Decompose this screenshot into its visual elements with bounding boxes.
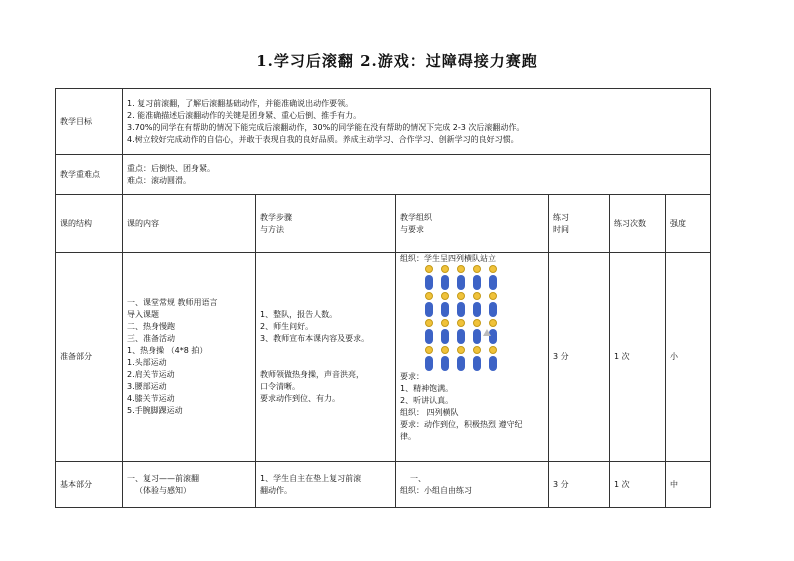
goals-row xyxy=(56,89,711,155)
teacher-icon xyxy=(483,329,491,336)
org-line: 律。 xyxy=(400,432,416,441)
student-icon xyxy=(489,265,497,273)
step-line: 1、学生自主在垫上复习前滚 xyxy=(260,473,362,483)
difficulty-text: 难点：滚动圆滑。 xyxy=(127,175,191,185)
content-line: 一、课堂常规 教师用语言 xyxy=(127,298,218,307)
prep-steps xyxy=(256,253,396,462)
mat-icon xyxy=(441,275,449,290)
prep-content xyxy=(123,253,256,462)
content-line: 三、准备活动 xyxy=(127,334,175,343)
student-icon xyxy=(457,265,465,273)
goal-line: 4.树立较好完成动作的自信心，并敢于表现自我的良好品质。养成主动学习、合作学习、创新学习的良好习惯。 xyxy=(127,134,519,144)
header-time-line: 时间 xyxy=(553,224,569,234)
goal-line: 2. 能准确描述后滚翻动作的关键是团身紧、重心后倒、推手有力。 xyxy=(127,110,362,120)
basic-org xyxy=(396,462,549,508)
goal-line: 1. 复习前滚翻，了解后滚翻基础动作，并能准确说出动作要领。 xyxy=(127,98,354,108)
header-org-line: 教学组织 xyxy=(400,212,432,222)
basic-steps xyxy=(256,462,396,508)
student-icon xyxy=(441,292,449,300)
goals-label: 教学目标 xyxy=(56,89,123,155)
prep-intensity: 小 xyxy=(666,253,711,462)
student-icon xyxy=(441,319,449,327)
student-icon xyxy=(425,319,433,327)
basic-count: 1 次 xyxy=(610,462,666,508)
org-line: 要求：动作到位，积极热烈 遵守纪 xyxy=(400,420,523,429)
content-line: 2.肩关节运动 xyxy=(127,370,175,379)
formation-diagram xyxy=(425,265,505,375)
header-count: 练习次数 xyxy=(610,195,666,253)
mat-icon xyxy=(473,302,481,317)
mat-icon xyxy=(473,275,481,290)
content-line: 1.头部运动 xyxy=(127,358,167,367)
org-title: 组织：学生呈四列横队站立 xyxy=(400,254,496,263)
basic-intensity: 中 xyxy=(666,462,711,508)
student-icon xyxy=(473,265,481,273)
prep-row xyxy=(56,253,711,462)
step-line: 要求动作到位、有力。 xyxy=(260,394,340,403)
content-line: 导入课题 xyxy=(127,310,159,319)
header-time xyxy=(549,195,610,253)
header-content: 课的内容 xyxy=(123,195,256,253)
content-line: 3.腰部运动 xyxy=(127,382,167,391)
student-icon xyxy=(473,292,481,300)
student-icon xyxy=(425,346,433,354)
student-icon xyxy=(473,319,481,327)
key-points-content xyxy=(123,155,711,195)
basic-time: 3 分 xyxy=(549,462,610,508)
header-row xyxy=(56,195,711,253)
mat-icon xyxy=(473,329,481,344)
goal-line: 3.70%的同学在有帮助的情况下能完成后滚翻动作，30%的同学能在没有帮助的情况下完成 2-3 次后滚翻动作。 xyxy=(127,122,525,132)
mat-icon xyxy=(457,329,465,344)
prep-label: 准备部分 xyxy=(56,253,123,462)
focus-text: 重点：后倒快、团身紧。 xyxy=(127,163,215,173)
header-time-line: 练习 xyxy=(553,212,569,222)
content-line: 1、热身操 （4*8 拍） xyxy=(127,346,208,355)
header-steps xyxy=(256,195,396,253)
step-line: 教师领做热身操，声音洪亮， xyxy=(260,370,364,379)
step-line: 翻动作。 xyxy=(260,485,292,495)
content-line: 二、热身慢跑 xyxy=(127,322,175,331)
student-icon xyxy=(457,319,465,327)
content-line: 一、复习——前滚翻 xyxy=(127,473,199,483)
key-points-row xyxy=(56,155,711,195)
content-line: 5.手腕脚踝运动 xyxy=(127,406,183,415)
mat-icon xyxy=(489,302,497,317)
mat-icon xyxy=(473,356,481,371)
mat-icon xyxy=(441,302,449,317)
org-requirements xyxy=(400,371,550,443)
student-icon xyxy=(425,265,433,273)
student-icon xyxy=(457,346,465,354)
goals-content xyxy=(123,89,711,155)
mat-icon xyxy=(489,275,497,290)
basic-row xyxy=(56,462,711,508)
prep-count: 1 次 xyxy=(610,253,666,462)
org-line: 2、听讲认真。 xyxy=(400,396,454,405)
basic-label: 基本部分 xyxy=(56,462,123,508)
prep-org xyxy=(396,253,549,462)
mat-icon xyxy=(425,329,433,344)
header-steps-line: 教学步骤 xyxy=(260,212,292,222)
org-line: 组织： 四列横队 xyxy=(400,408,459,417)
mat-icon xyxy=(457,302,465,317)
org-line: 一、 xyxy=(410,473,426,483)
basic-content xyxy=(123,462,256,508)
mat-icon xyxy=(425,356,433,371)
mat-icon xyxy=(489,356,497,371)
step-line: 3、教师宣布本课内容及要求。 xyxy=(260,334,370,343)
student-icon xyxy=(489,346,497,354)
org-line: 要求： xyxy=(400,372,424,381)
page-title: 1.学习后滚翻 2.游戏：过障碍接力赛跑 xyxy=(256,52,538,70)
org-line: 1、精神饱满。 xyxy=(400,384,454,393)
key-points-label: 教学重难点 xyxy=(56,155,123,195)
student-icon xyxy=(441,346,449,354)
student-icon xyxy=(473,346,481,354)
student-icon xyxy=(489,319,497,327)
student-icon xyxy=(457,292,465,300)
mat-icon xyxy=(441,329,449,344)
step-line: 1、整队，报告人数。 xyxy=(260,310,338,319)
student-icon xyxy=(441,265,449,273)
mat-icon xyxy=(457,356,465,371)
mat-icon xyxy=(425,302,433,317)
step-line: 口令清晰。 xyxy=(260,382,300,391)
header-org xyxy=(396,195,549,253)
mat-icon xyxy=(425,275,433,290)
student-icon xyxy=(425,292,433,300)
step-line: 2、师生问好。 xyxy=(260,322,314,331)
lesson-plan-table xyxy=(55,88,711,508)
header-intensity: 强度 xyxy=(666,195,711,253)
header-structure: 课的结构 xyxy=(56,195,123,253)
header-steps-line: 与方法 xyxy=(260,224,284,234)
org-line: 组织：小组自由练习 xyxy=(400,485,472,495)
mat-icon xyxy=(441,356,449,371)
header-org-line: 与要求 xyxy=(400,224,424,234)
content-line: （体验与感知） xyxy=(135,485,191,495)
mat-icon xyxy=(457,275,465,290)
prep-time: 3 分 xyxy=(549,253,610,462)
student-icon xyxy=(489,292,497,300)
content-line: 4.膝关节运动 xyxy=(127,394,175,403)
